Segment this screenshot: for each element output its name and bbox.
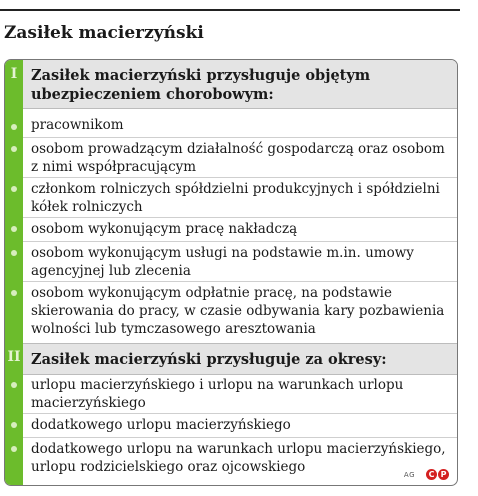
copyright-icon: C [426, 469, 437, 480]
author-initials: AG [403, 471, 415, 479]
list-item [23, 177, 457, 217]
section-2-number: II [7, 349, 21, 365]
bullet-icon [11, 226, 17, 232]
page-title: Zasiłek macierzyński [4, 23, 204, 43]
list-item-text: osobom prowadzącym działalność gospodarczą oraz osobom z nimi współpracującym [31, 141, 445, 175]
section-2-header [23, 343, 457, 375]
copyright-p-icon: P [438, 469, 449, 480]
list-item-text: członkom rolniczych spółdzielni produkcyjnych i spółdzielni kółek rolniczych [31, 181, 440, 215]
list-item-text: osobom wykonującym odpłatnie pracę, na podstawie skierowania do pracy, w czasie odbywania kary pozbawienia wolności lub tymczasowego aresztowania [31, 285, 445, 337]
bullet-icon [11, 290, 17, 296]
section-1-heading: Zasiłek macierzyński przysługuje objętym ubezpieczeniem chorobowym: [31, 67, 371, 103]
list-item-text: dodatkowego urlopu na warunkach urlopu macierzyńskiego, urlopu rodzicielskiego oraz ojcowskiego [31, 441, 446, 475]
list-item-text: osobom wykonującym usługi na podstawie m.in. umowy agencyjnej lub zlecenia [31, 245, 414, 279]
list-item [23, 241, 457, 281]
bullet-icon [11, 146, 17, 152]
bullet-icon [11, 422, 17, 428]
section-1-number: I [10, 66, 18, 82]
section-1-header [23, 60, 457, 109]
list-item [23, 373, 457, 413]
bullet-icon [11, 186, 17, 192]
bullet-icon [11, 446, 17, 452]
list-item-text: pracownikom [31, 117, 124, 133]
list-item [23, 113, 457, 137]
info-card [4, 59, 458, 486]
bullet-icon [11, 250, 17, 256]
bullet-icon [11, 124, 17, 130]
list-item [23, 217, 457, 241]
list-item-text: dodatkowego urlopu macierzyńskiego [31, 417, 291, 433]
list-item [23, 437, 457, 481]
list-item [23, 137, 457, 177]
bullet-icon [11, 382, 17, 388]
section-2-heading: Zasiłek macierzyński przysługuje za okresy: [31, 351, 387, 368]
top-rule [0, 9, 460, 11]
list-item [23, 281, 457, 341]
list-item-text: urlopu macierzyńskiego i urlopu na warunkach urlopu macierzyńskiego [31, 377, 404, 411]
list-item [23, 413, 457, 437]
list-item-text: osobom wykonującym pracę nakładczą [31, 221, 298, 237]
